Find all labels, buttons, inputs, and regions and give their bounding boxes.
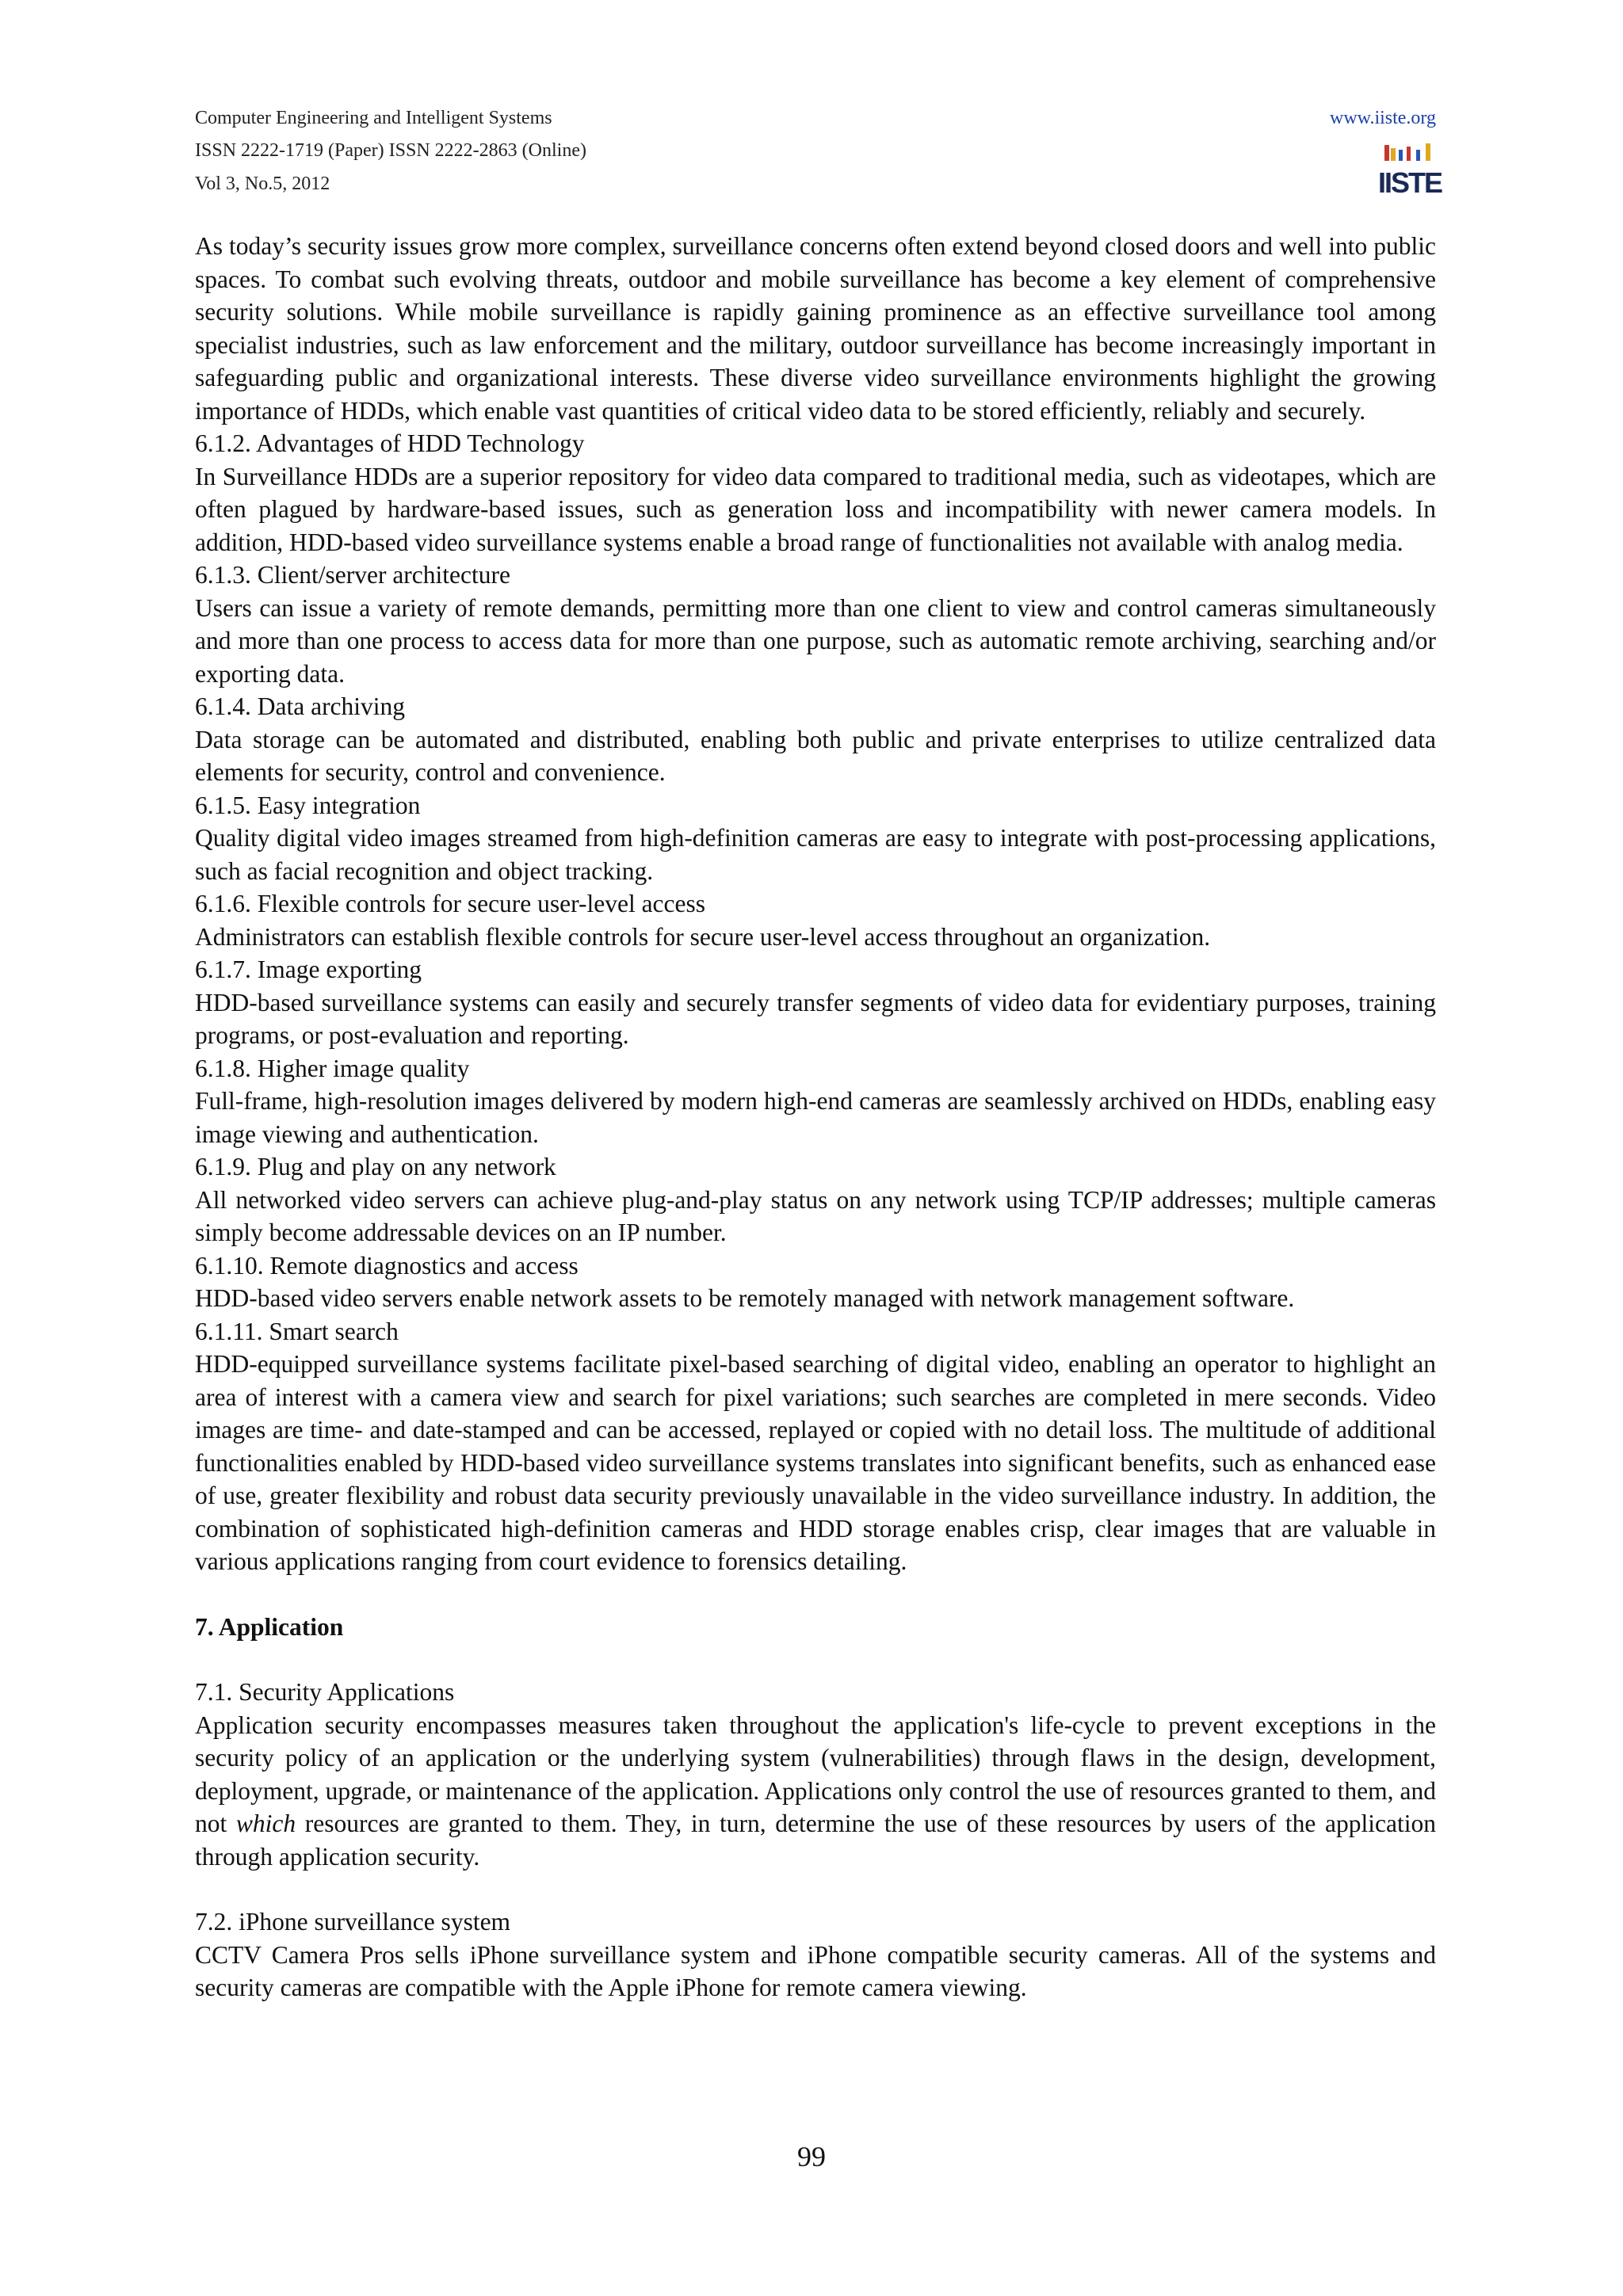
emphasis-word: which [235, 1810, 296, 1837]
iphone-surveillance-text: CCTV Camera Pros sells iPhone surveillance system and iPhone compatible security cameras. All of the systems and security cameras are compatible with the Apple iPhone for remote camera viewing. [195, 1940, 1436, 2001]
subsection-heading: 6.1.4. Data archiving [195, 692, 406, 720]
subsection-text: HDD-based surveillance systems can easily and securely transfer segments of video data for evidentiary purposes, training programs, or post-evaluation and reporting. [195, 988, 1436, 1049]
subsection-heading-iphone-surveillance: 7.2. iPhone surveillance system [195, 1908, 511, 1936]
subsection-heading: 6.1.6. Flexible controls for secure user-level access [195, 890, 706, 917]
subsection-heading: 6.1.9. Plug and play on any network [195, 1153, 556, 1180]
subsection-heading: 6.1.11. Smart search [195, 1317, 399, 1345]
subsection-text: All networked video servers can achieve plug-and-play status on any network using TCP/IP addresses; multiple cameras simply become addressable devices on an IP number. [195, 1185, 1436, 1246]
section-title-application: 7. Application [195, 1612, 344, 1641]
subsection-text: HDD-based video servers enable network assets to be remotely managed with network management software. [195, 1284, 1295, 1312]
subsection-text: Quality digital video images streamed from high-definition cameras are easy to integrate with post-processing applications, such as facial recognition and object tracking. [195, 824, 1436, 885]
subsection-heading: 6.1.3. Client/server architecture [195, 561, 510, 589]
journal-title: Computer Engineering and Intelligent Systems [195, 108, 552, 128]
text-run: resources are granted to them. They, in turn, determine the use of these resources by users of the application through application security. [195, 1810, 1436, 1871]
logo-text: IISTE [1377, 166, 1442, 199]
text-run: Application security encompasses measures taken throughout the application's life-cycle to prevent exceptions in the security policy of an application or the underlying system (vulnerabilities) through flaws in the design, development, deployment, upgrade, or maintenance of the application. Applications only control the use of resources granted to them, and not [195, 1711, 1436, 1837]
iiste-logo-icon [1377, 140, 1442, 199]
subsection-heading: 6.1.5. Easy integration [195, 791, 421, 819]
intro-paragraph: As today’s security issues grow more complex, surveillance concerns often extend beyond closed doors and well into public spaces. To combat such evolving threats, outdoor and mobile surveillance has become a key element of comprehensive security solutions. While mobile surveillance is rapidly gaining prominence as an effective surveillance tool among specialist industries, such as law enforcement and the military, outdoor surveillance has become increasingly important in safeguarding public and organizational interests. These diverse video surveillance environments highlight the growing importance of HDDs, which enable vast quantities of critical video data to be stored efficiently, reliably and securely. [195, 232, 1436, 425]
journal-url-link[interactable]: www.iiste.org [1330, 108, 1436, 128]
subsection-heading-security-applications: 7.1. Security Applications [195, 1678, 455, 1706]
subsection-text: HDD-equipped surveillance systems facilitate pixel-based searching of digital video, enabling an operator to highlight an area of interest with a camera view and search for pixel variations; such searches are completed in mere seconds. Video images are time- and date-stamped and can be accessed, replayed or copied with no detail loss. The multitude of additional functionalities enabled by HDD-based video surveillance systems translates into significant benefits, such as enhanced ease of use, greater flexibility and robust data security previously unavailable in the video surveillance industry. In addition, the combination of sophisticated high-definition cameras and HDD storage enables crisp, clear images that are valuable in various applications ranging from court evidence to forensics detailing. [195, 1350, 1436, 1575]
subsection-heading: 6.1.2. Advantages of HDD Technology [195, 429, 585, 457]
security-applications-text [195, 1709, 1436, 1874]
subsection-text: Administrators can establish flexible controls for secure user-level access throughout an organization. [195, 922, 1211, 951]
subsection-text: Full-frame, high-resolution images delivered by modern high-end cameras are seamlessly archived on HDDs, enabling easy image viewing and authentication. [195, 1087, 1436, 1148]
journal-issn: ISSN 2222-1719 (Paper) ISSN 2222-2863 (Online) [195, 140, 586, 161]
subsection-heading: 6.1.7. Image exporting [195, 955, 422, 983]
subsection-text: In Surveillance HDDs are a superior repository for video data compared to traditional media, such as videotapes, which are often plagued by hardware-based issues, such as generation loss and incompatibility with newer camera models. In addition, HDD-based video surveillance systems enable a broad range of functionalities not available with analog media. [195, 462, 1436, 556]
subsection-heading: 6.1.8. Higher image quality [195, 1054, 470, 1082]
subsection-text: Users can issue a variety of remote demands, permitting more than one client to view and control cameras simultaneously and more than one process to access data for more than one purpose, such as automatic remote archiving, searching and/or exporting data. [195, 593, 1436, 688]
subsection-heading: 6.1.10. Remote diagnostics and access [195, 1251, 579, 1280]
subsection-text: Data storage can be automated and distributed, enabling both public and private enterprises to utilize centralized data elements for security, control and convenience. [195, 725, 1436, 786]
article-body [195, 230, 1436, 2004]
page-number: 99 [797, 2141, 826, 2172]
journal-volume: Vol 3, No.5, 2012 [195, 174, 330, 194]
